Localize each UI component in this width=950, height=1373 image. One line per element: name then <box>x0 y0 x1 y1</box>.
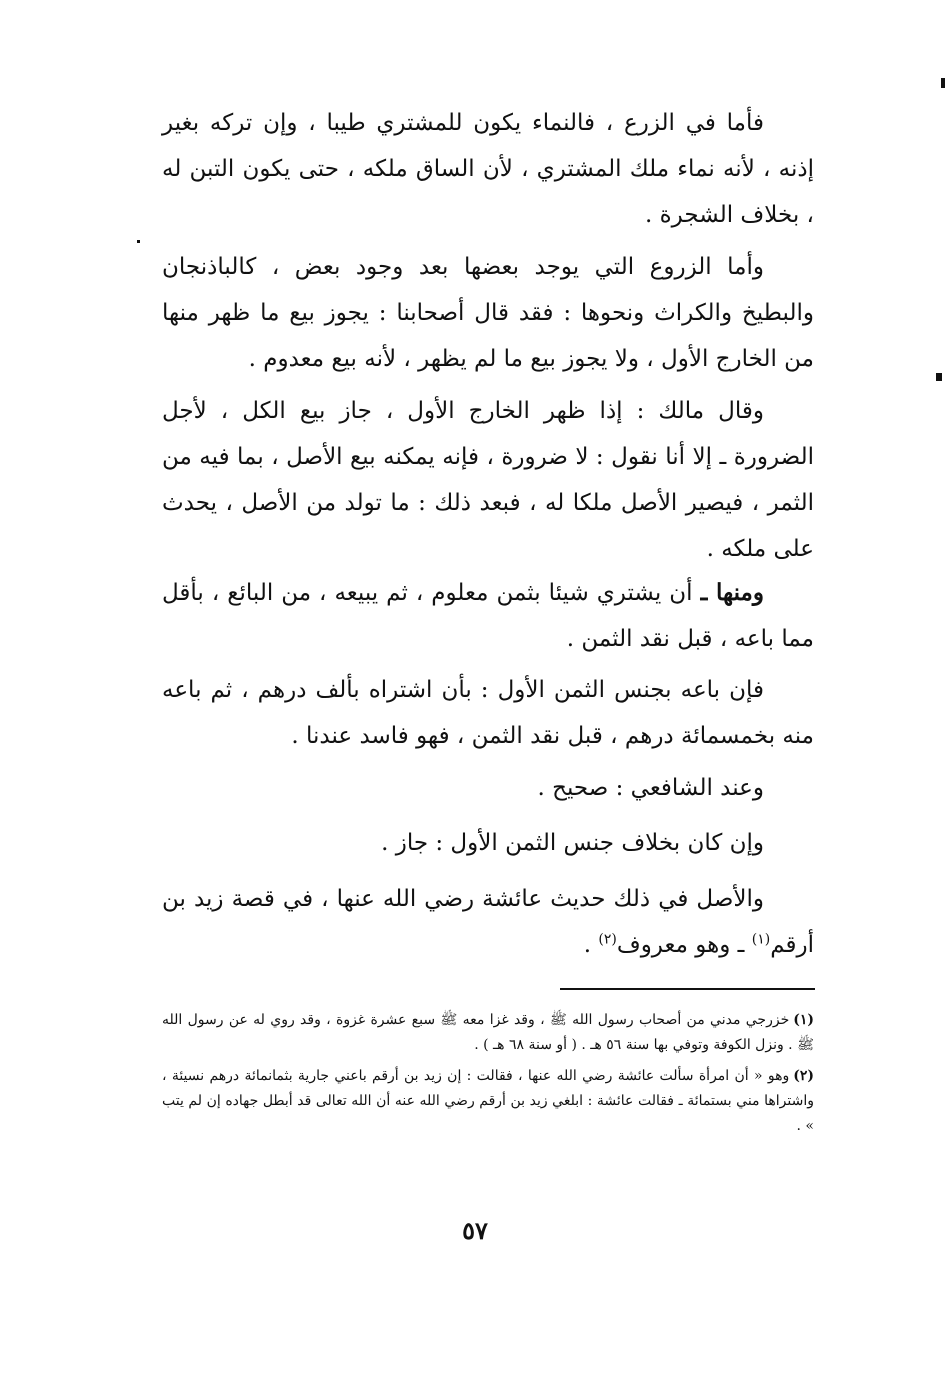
paragraph-text: ـ وهو معروف <box>616 932 752 958</box>
footnote <box>162 1008 814 1058</box>
footnote-number: (٢) <box>793 1068 814 1084</box>
page-number: ٥٧ <box>462 1216 488 1245</box>
footnote-text: وهو « أن امرأة سألت عائشة رضي الله عنها ، فقالت : إن زيد بن أرقم باعني جارية بثمانمائة درهم نسيئة ، واشتراها مني بستمائة ـ فقالت عائشة : ابلغي زيد بن أرقم رضي الله عنه أن الله تعالى قد أبطل جهاده إن لم يتب » . <box>162 1068 814 1134</box>
paragraph <box>162 100 814 238</box>
paragraph <box>162 244 814 382</box>
paragraph <box>162 820 814 866</box>
footnote-separator <box>560 988 815 990</box>
scan-mark <box>941 78 945 88</box>
footnote-number: (١) <box>793 1012 814 1028</box>
paragraph-lead: ومنها ـ <box>700 579 764 606</box>
paragraph-text: فأما في الزرع ، فالنماء يكون للمشتري طيبا ، وإن تركه بغير إذنه ، لأنه نماء ملك المشتري ، لأن الساق ملكه ، حتى يكون التبن له ، بخلاف الشجرة . <box>162 110 814 228</box>
paragraph <box>162 570 814 662</box>
paragraph <box>162 876 814 968</box>
paragraph <box>162 388 814 572</box>
paragraph-text: وإن كان بخلاف جنس الثمن الأول : جاز . <box>381 830 764 856</box>
paragraph-text: وقال مالك : إذا ظهر الخارج الأول ، جاز بيع الكل ، لأجل الضرورة ـ إلا أنا نقول : لا ضرورة ، فإنه يمكنه بيع الأصل ، بما فيه من الثمر ، فيصير الأصل ملكا له ، فبعد ذلك : ما تولد من الأصل ، يحدث على ملكه . <box>162 398 814 562</box>
footnote-text: خزرجي مدني من أصحاب رسول الله ﷺ ، وقد غزا معه ﷺ سبع عشرة غزوة ، وقد روي له عن رسول الله ﷺ . ونزل الكوفة وتوفي بها سنة ٥٦ هـ . ( أو سنة ٦٨ هـ ) . <box>162 1012 814 1053</box>
paragraph-text: . <box>583 932 599 958</box>
footnote-reference: (٢) <box>598 931 617 948</box>
footnote <box>162 1064 814 1139</box>
paragraph-text: وأما الزروع التي يوجد بعضها بعد وجود بعض ، كالباذنجان والبطيخ والكراث ونحوها : فقد قال أصحابنا : يجوز بيع ما ظهر منها من الخارج الأول ، ولا يجوز بيع ما لم يظهر ، لأنه بيع معدوم . <box>162 254 814 372</box>
paragraph <box>162 765 814 811</box>
footnotes <box>162 1008 814 1145</box>
paragraph <box>162 667 814 759</box>
paragraph-text: والأصل في ذلك حديث عائشة رضي الله عنها ، في قصة زيد بن أرقم <box>162 886 814 958</box>
paragraph-text: فإن باعه بجنس الثمن الأول : بأن اشتراه بألف درهم ، ثم باعه منه بخمسمائة درهم ، قبل نقد الثمن ، فهو فاسد عندنا . <box>162 677 814 749</box>
paragraph-text: وعند الشافعي : صحيح . <box>537 775 764 801</box>
scan-mark <box>137 240 140 243</box>
footnote-reference: (١) <box>751 931 771 948</box>
paragraph-text: أن يشتري شيئا بثمن معلوم ، ثم يبيعه ، من البائع ، بأقل مما باعه ، قبل نقد الثمن . <box>162 580 814 652</box>
scan-mark <box>936 373 942 381</box>
